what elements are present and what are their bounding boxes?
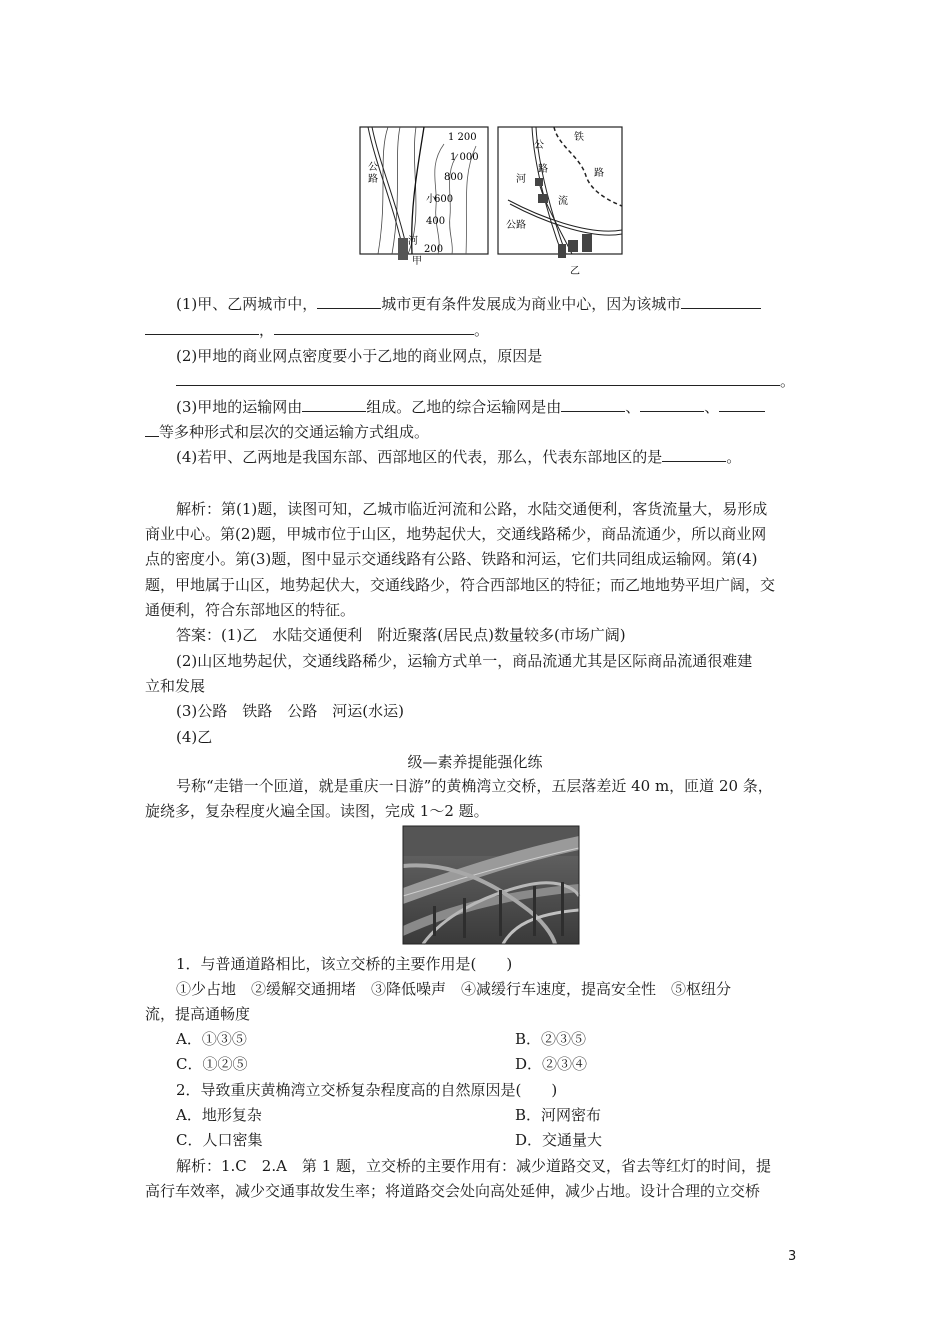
option-d[interactable]: D．②③④ xyxy=(515,1055,588,1073)
answer-blank[interactable] xyxy=(176,371,780,386)
page-number: 3 xyxy=(788,1249,797,1264)
section-title: 级—素养提能强化练 xyxy=(407,753,543,771)
answer-blank[interactable] xyxy=(145,422,159,437)
intro-line: 旋绕多，复杂程度火遍全国。读图，完成 1～2 题。 xyxy=(145,802,489,820)
analysis-line: 解析：1.C 2.A 第 1 题，立交桥的主要作用有：减少道路交叉，省去等红灯的时间，提 xyxy=(176,1157,772,1175)
option-d[interactable]: D．交通量大 xyxy=(515,1131,603,1149)
map-figure xyxy=(358,126,624,277)
question-2-cont xyxy=(176,371,795,391)
q3-text: 、 xyxy=(704,398,720,416)
option-a[interactable]: A．地形复杂 xyxy=(176,1106,262,1124)
q3-text: 等多种形式和层次的交通运输方式组成。 xyxy=(159,423,430,441)
analysis-line: 商业中心。第(2)题，甲城市位于山区，地势起伏大，交通线路稀少，商品流通少，所以商业网 xyxy=(145,525,767,543)
q1-text: ， xyxy=(259,321,275,339)
overpass-photo xyxy=(403,826,579,944)
contour-label: 200 xyxy=(424,244,444,255)
question-2-stem: 2．导致重庆黄桷湾立交桥复杂程度高的自然原因是( ) xyxy=(176,1081,558,1099)
answer-blank[interactable] xyxy=(302,397,366,412)
q4-text: (4)若甲、乙两地是我国东部、西部地区的代表，那么，代表东部地区的是 xyxy=(176,448,663,466)
answer-blank[interactable] xyxy=(681,294,761,309)
analysis-line: 解析：第(1)题，读图可知，乙城市临近河流和公路，水陆交通便利，客货流量大，易形成 xyxy=(176,500,768,518)
q1-text: (1)甲、乙两城市中， xyxy=(176,295,318,313)
transport-map-yi xyxy=(498,127,622,277)
q2-text: 。 xyxy=(780,372,796,390)
option-c[interactable]: C．①②⑤ xyxy=(176,1055,248,1073)
road-label: 公 xyxy=(368,162,378,173)
option-b[interactable]: B．河网密布 xyxy=(515,1106,602,1124)
city-yi-block xyxy=(582,234,592,252)
answer-blank[interactable] xyxy=(662,447,726,462)
question-1-cont xyxy=(145,320,489,340)
answer-blank[interactable] xyxy=(317,294,381,309)
answer-line: 立和发展 xyxy=(145,677,206,695)
option-a[interactable]: A．①③⑤ xyxy=(176,1030,247,1048)
contour-label: 600 xyxy=(434,194,454,205)
intro-line: 号称“走错一个匝道，就是重庆一日游”的黄桷湾立交桥，五层落差近 40 m，匝道 20 条， xyxy=(176,777,773,795)
question-1-stem: 1．与普通道路相比，该立交桥的主要作用是( ) xyxy=(176,955,513,973)
answer-blank[interactable] xyxy=(145,320,259,335)
river-label: 河 xyxy=(516,174,526,185)
q1-text: 。 xyxy=(474,321,490,339)
answer-blank[interactable] xyxy=(274,320,474,335)
river-label: 小 xyxy=(426,194,436,205)
contour-label: 1 200 xyxy=(448,132,477,143)
q3-text: (3)甲地的运输网由 xyxy=(176,398,303,416)
question-4 xyxy=(176,447,741,467)
analysis-line: 高行车效率，减少交通事故发生率；将道路交会处向高处延伸，减少占地。设计合理的立交桥 xyxy=(145,1182,761,1200)
river-label: 河 xyxy=(408,236,418,247)
railway-label: 路 xyxy=(594,168,604,179)
answer-blank[interactable] xyxy=(561,397,625,412)
river-label: 流 xyxy=(558,196,568,207)
answer-line: 答案：(1)乙 水陆交通便利 附近聚落(居民点)数量较多(市场广阔) xyxy=(176,626,626,644)
city-yi-block xyxy=(558,244,566,258)
settlement-block xyxy=(535,178,543,186)
answer-line: (2)山区地势起伏，交通线路稀少，运输方式单一，商品流通尤其是区际商品流通很难建 xyxy=(176,652,753,670)
road-label: 公 xyxy=(534,140,544,151)
contour-label: 400 xyxy=(426,216,446,227)
q1-text: 城市更有条件发展成为商业中心，因为该城市 xyxy=(381,295,682,313)
q3-text: 、 xyxy=(625,398,641,416)
road-label: 公路 xyxy=(506,220,526,231)
analysis-line: 题，甲地属于山区，地势起伏大，交通线路少，符合西部地区的特征；而乙地地势平坦广阔，交 xyxy=(145,576,776,594)
option-c[interactable]: C．人口密集 xyxy=(176,1131,263,1149)
city-yi-block xyxy=(568,240,578,252)
contour-map-jia xyxy=(360,127,488,267)
question-2: (2)甲地的商业网点密度要小于乙地的商业网点，原因是 xyxy=(176,347,543,365)
q4-text: 。 xyxy=(726,448,742,466)
city-label-jia: 甲 xyxy=(412,256,422,267)
question-3-cont xyxy=(145,422,429,442)
option-b[interactable]: B．②③⑤ xyxy=(515,1030,587,1048)
question-1-items: 流，提高通畅度 xyxy=(145,1005,251,1023)
road-label: 路 xyxy=(368,174,378,185)
analysis-line: 点的密度小。第(3)题，图中显示交通线路有公路、铁路和河运，它们共同组成运输网。第(4) xyxy=(145,550,758,568)
answer-line: (3)公路 铁路 公路 河运(水运) xyxy=(176,702,404,720)
q3-text: 组成。乙地的综合运输网是由 xyxy=(366,398,562,416)
answer-blank[interactable] xyxy=(640,397,704,412)
city-jia-block xyxy=(398,238,408,260)
city-label-yi: 乙 xyxy=(570,266,580,277)
answer-line: (4)乙 xyxy=(176,728,213,746)
contour-label: 1 000 xyxy=(450,152,479,163)
analysis-line: 通便利，符合东部地区的特征。 xyxy=(145,601,356,619)
road-label: 路 xyxy=(538,164,548,175)
answer-blank[interactable] xyxy=(719,397,765,412)
question-1 xyxy=(176,294,761,314)
railway-label: 铁 xyxy=(574,132,584,143)
question-1-items: ①少占地 ②缓解交通拥堵 ③降低噪声 ④减缓行车速度，提高安全性 ⑤枢纽分 xyxy=(176,980,732,998)
contour-label: 800 xyxy=(444,172,464,183)
question-3 xyxy=(176,397,765,417)
settlement-block xyxy=(538,194,548,203)
